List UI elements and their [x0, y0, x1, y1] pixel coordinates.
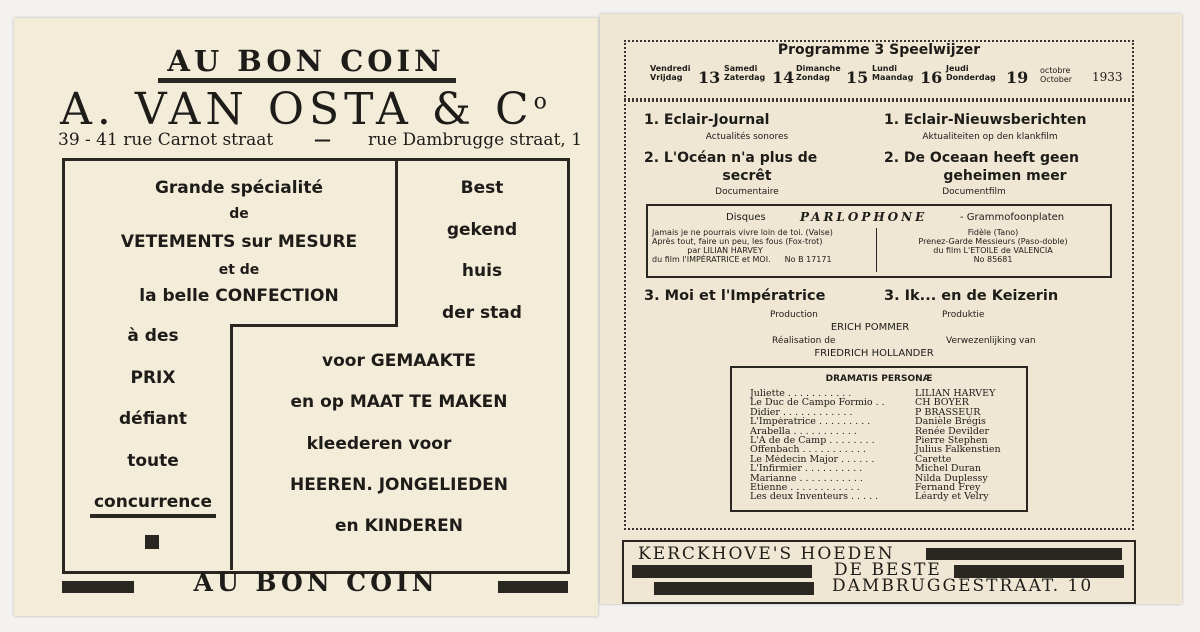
records-box — [646, 204, 1112, 278]
cast-role: Les deux Inventeurs . . . . . — [750, 492, 879, 502]
day-1-nl: Vrijdag — [650, 73, 683, 82]
cast-role: Arabella . . . . . . . . . . . — [750, 426, 857, 437]
cast-actor: CH BOYER — [915, 397, 969, 409]
cast-actor: Danièle Brégis — [915, 416, 986, 428]
item2-nl-b: geheimen meer — [943, 168, 1067, 184]
cast-role: Didier . . . . . . . . . . . . — [750, 407, 853, 418]
records-left-line-3: par LILIAN HARVEY — [687, 246, 763, 255]
fr-line-5: la belle CONFECTION — [139, 286, 339, 306]
day-3-fr: Dimanche — [796, 64, 841, 73]
month-fr: octobre — [1040, 66, 1071, 75]
production-nl: Produktie — [942, 310, 985, 320]
fr-line-7: PRIX — [130, 368, 176, 388]
nl-top-line-2: gekend — [446, 220, 518, 240]
item1-fr-sub: Actualités sonores — [705, 132, 789, 142]
kerckhove-bar-4 — [654, 582, 814, 595]
kerckhove-bar-1 — [926, 548, 1122, 560]
item2-nl-sub: Documentfilm — [942, 187, 1006, 197]
nl-bottom-line-5: en KINDEREN — [335, 516, 463, 536]
producer-name: ERICH POMMER — [830, 322, 910, 333]
cast-role: Le Médecin Major . . . . . . — [750, 454, 875, 465]
cast-actor: Julius Falkenstien — [915, 444, 1001, 456]
cast-row — [750, 445, 1025, 454]
day-4-fr: Lundi — [872, 64, 897, 73]
director-name: FRIEDRICH HOLLANDER — [814, 348, 934, 359]
cast-row — [750, 474, 1025, 483]
company-name — [14, 84, 598, 135]
records-brand: PARLOPHONE — [800, 210, 928, 224]
item1-nl: 1. Eclair-Nieuwsberichten — [884, 112, 1087, 128]
divider-horizontal — [230, 324, 398, 327]
cast-row — [750, 389, 1025, 398]
footer-bar-left — [62, 581, 134, 593]
nl-top-line-1: Best — [460, 178, 504, 198]
production-fr: Production — [770, 310, 818, 320]
records-left-number: No B 17171 — [784, 255, 832, 264]
records-disques: Disques — [726, 212, 766, 223]
nl-top-line-3: huis — [461, 261, 503, 281]
cast-row — [750, 492, 1025, 501]
records-right-line-1: Fidèle (Tano) — [967, 228, 1019, 237]
item2-nl-a: 2. De Oceaan heeft geen — [884, 150, 1079, 166]
concurrence-underline — [90, 514, 216, 518]
cast-box — [730, 366, 1028, 512]
cast-actor: Carette — [915, 453, 952, 465]
records-left-film: du film l'IMPÉRATRICE et MOI. — [652, 255, 771, 264]
cast-actor: Léardy et Velry — [915, 491, 989, 503]
day-4-nl: Maandag — [872, 73, 914, 82]
kerckhove-bar-2 — [632, 565, 812, 578]
records-right-line-2: Prenez-Garde Messieurs (Paso-doble) — [918, 237, 1068, 246]
cast-actor: LILIAN HARVEY — [915, 388, 996, 399]
address-right: rue Dambrugge straat, 1 — [368, 130, 583, 150]
kerckhove-line-1: KERCKHOVE'S HOEDEN — [638, 544, 895, 564]
square-ornament — [145, 535, 159, 549]
day-2-num: 14 — [772, 68, 795, 87]
fr-line-1: Grande spécialité — [154, 178, 324, 198]
records-left-line-2: Après tout, faire un peu, les fous (Fox-trot) — [652, 237, 823, 246]
day-block-1 — [650, 64, 720, 88]
header-underline — [158, 78, 456, 83]
item1-fr: 1. Eclair-Journal — [644, 112, 770, 128]
address-left: 39 - 41 rue Carnot straat — [58, 130, 274, 150]
nl-top-line-4: der stad — [442, 303, 522, 323]
footer-bar-right — [498, 581, 568, 593]
kerckhove-line-3: DAMBRUGGESTRAAT. 10 — [832, 576, 1094, 596]
cast-row — [750, 455, 1025, 464]
cast-role: Juliette . . . . . . . . . . . — [750, 389, 852, 399]
cast-role: L'Impératrice . . . . . . . . . — [750, 417, 871, 427]
address-dash: — — [314, 130, 331, 150]
programme-title: Programme 3 Speelwijzer — [777, 42, 981, 58]
cast-actor: Michel Duran — [915, 463, 981, 475]
cast-role: Offenbach . . . . . . . . . . . — [750, 445, 866, 455]
day-5-nl: Donderdag — [946, 73, 996, 82]
realisation-nl: Verwezenlijking van — [946, 336, 1036, 346]
cast-list — [750, 389, 1025, 502]
nl-bottom-line-2: en op MAAT TE MAKEN — [290, 392, 508, 412]
records-right-line-3: du film L'ETOILE de VALENCIA — [933, 246, 1053, 255]
fr-line-8: défiant — [119, 409, 187, 429]
item2-fr-a: 2. L'Océan n'a plus de — [644, 150, 818, 166]
records-left-line-4 — [650, 255, 876, 264]
left-page-advertisement — [14, 18, 598, 616]
records-gram: - Grammofoonplaten — [960, 212, 1065, 223]
company-name-text: A. VAN OSTA & C — [60, 84, 534, 135]
day-2-nl: Zaterdag — [724, 73, 766, 82]
item3-nl: 3. Ik... en de Keizerin — [884, 288, 1059, 304]
fr-line-4: et de — [218, 262, 260, 278]
cast-actor: Renée Devilder — [915, 425, 990, 437]
header-au-bon-coin: AU BON COIN — [167, 44, 445, 78]
records-right-line-4: No 85681 — [973, 255, 1013, 264]
item1-nl-sub: Aktualiteiten op den klankfilm — [922, 132, 1058, 142]
day-2-fr: Samedi — [724, 64, 758, 73]
cast-row — [750, 398, 1025, 407]
fr-line-10: concurrence — [93, 492, 213, 512]
day-4-num: 16 — [920, 68, 943, 87]
cast-role: Le Duc de Campo Formio . . — [750, 398, 885, 408]
cast-role: L'Infirmier . . . . . . . . . . — [750, 464, 863, 474]
day-block-3 — [796, 64, 868, 88]
realisation-fr: Réalisation de — [772, 336, 836, 346]
right-page-programme — [600, 14, 1182, 604]
cast-actor: Fernand Frey — [915, 482, 981, 494]
day-block-4 — [872, 64, 942, 88]
cast-actor: Nilda Duplessy — [915, 472, 988, 484]
month-nl: October — [1040, 75, 1073, 84]
cast-actor: P BRASSEUR — [915, 406, 981, 418]
cast-role: Etienne . . . . . . . . . . . . — [750, 483, 860, 493]
item3-fr: 3. Moi et l'Impératrice — [644, 288, 826, 304]
nl-bottom-line-1: voor GEMAAKTE — [322, 351, 476, 371]
fr-line-9: toute — [127, 451, 179, 471]
records-right-col — [880, 228, 1106, 264]
fr-line-3: VETEMENTS sur MESURE — [120, 232, 358, 252]
day-1-num: 13 — [698, 68, 721, 87]
cast-actor: Pierre Stephen — [915, 435, 988, 447]
footer-au-bon-coin: AU BON COIN — [193, 568, 439, 597]
day-5-fr: Jeudi — [946, 64, 969, 73]
day-5-num: 19 — [1006, 68, 1029, 87]
year: 1933 — [1092, 70, 1123, 84]
day-3-nl: Zondag — [796, 73, 830, 82]
company-name-superscript: o — [533, 89, 552, 115]
item2-fr-b: secrêt — [722, 168, 772, 184]
day-1-fr: Vendredi — [650, 64, 691, 73]
day-block-5 — [946, 64, 1028, 88]
kerckhove-line-2: DE BESTE — [834, 560, 942, 580]
fr-line-6: à des — [127, 326, 179, 346]
records-left-line-1: Jamais je ne pourrais vivre loin de toi. (Valse) — [652, 228, 833, 237]
cast-role: Marianne . . . . . . . . . . . — [750, 473, 863, 484]
month-block — [1040, 66, 1130, 84]
records-left-col — [650, 228, 877, 272]
item2-fr-sub: Documentaire — [715, 187, 779, 197]
cast-role: L'A de de Camp . . . . . . . . — [750, 436, 875, 446]
kerckhove-advert — [622, 540, 1136, 604]
day-3-num: 15 — [846, 68, 869, 87]
nl-bottom-line-4: HEEREN. JONGELIEDEN — [289, 475, 509, 495]
day-block-2 — [724, 64, 794, 88]
fr-line-2: de — [229, 206, 249, 222]
cast-title: DRAMATIS PERSONÆ — [825, 374, 933, 384]
nl-bottom-line-3: kleederen voor — [306, 434, 452, 454]
